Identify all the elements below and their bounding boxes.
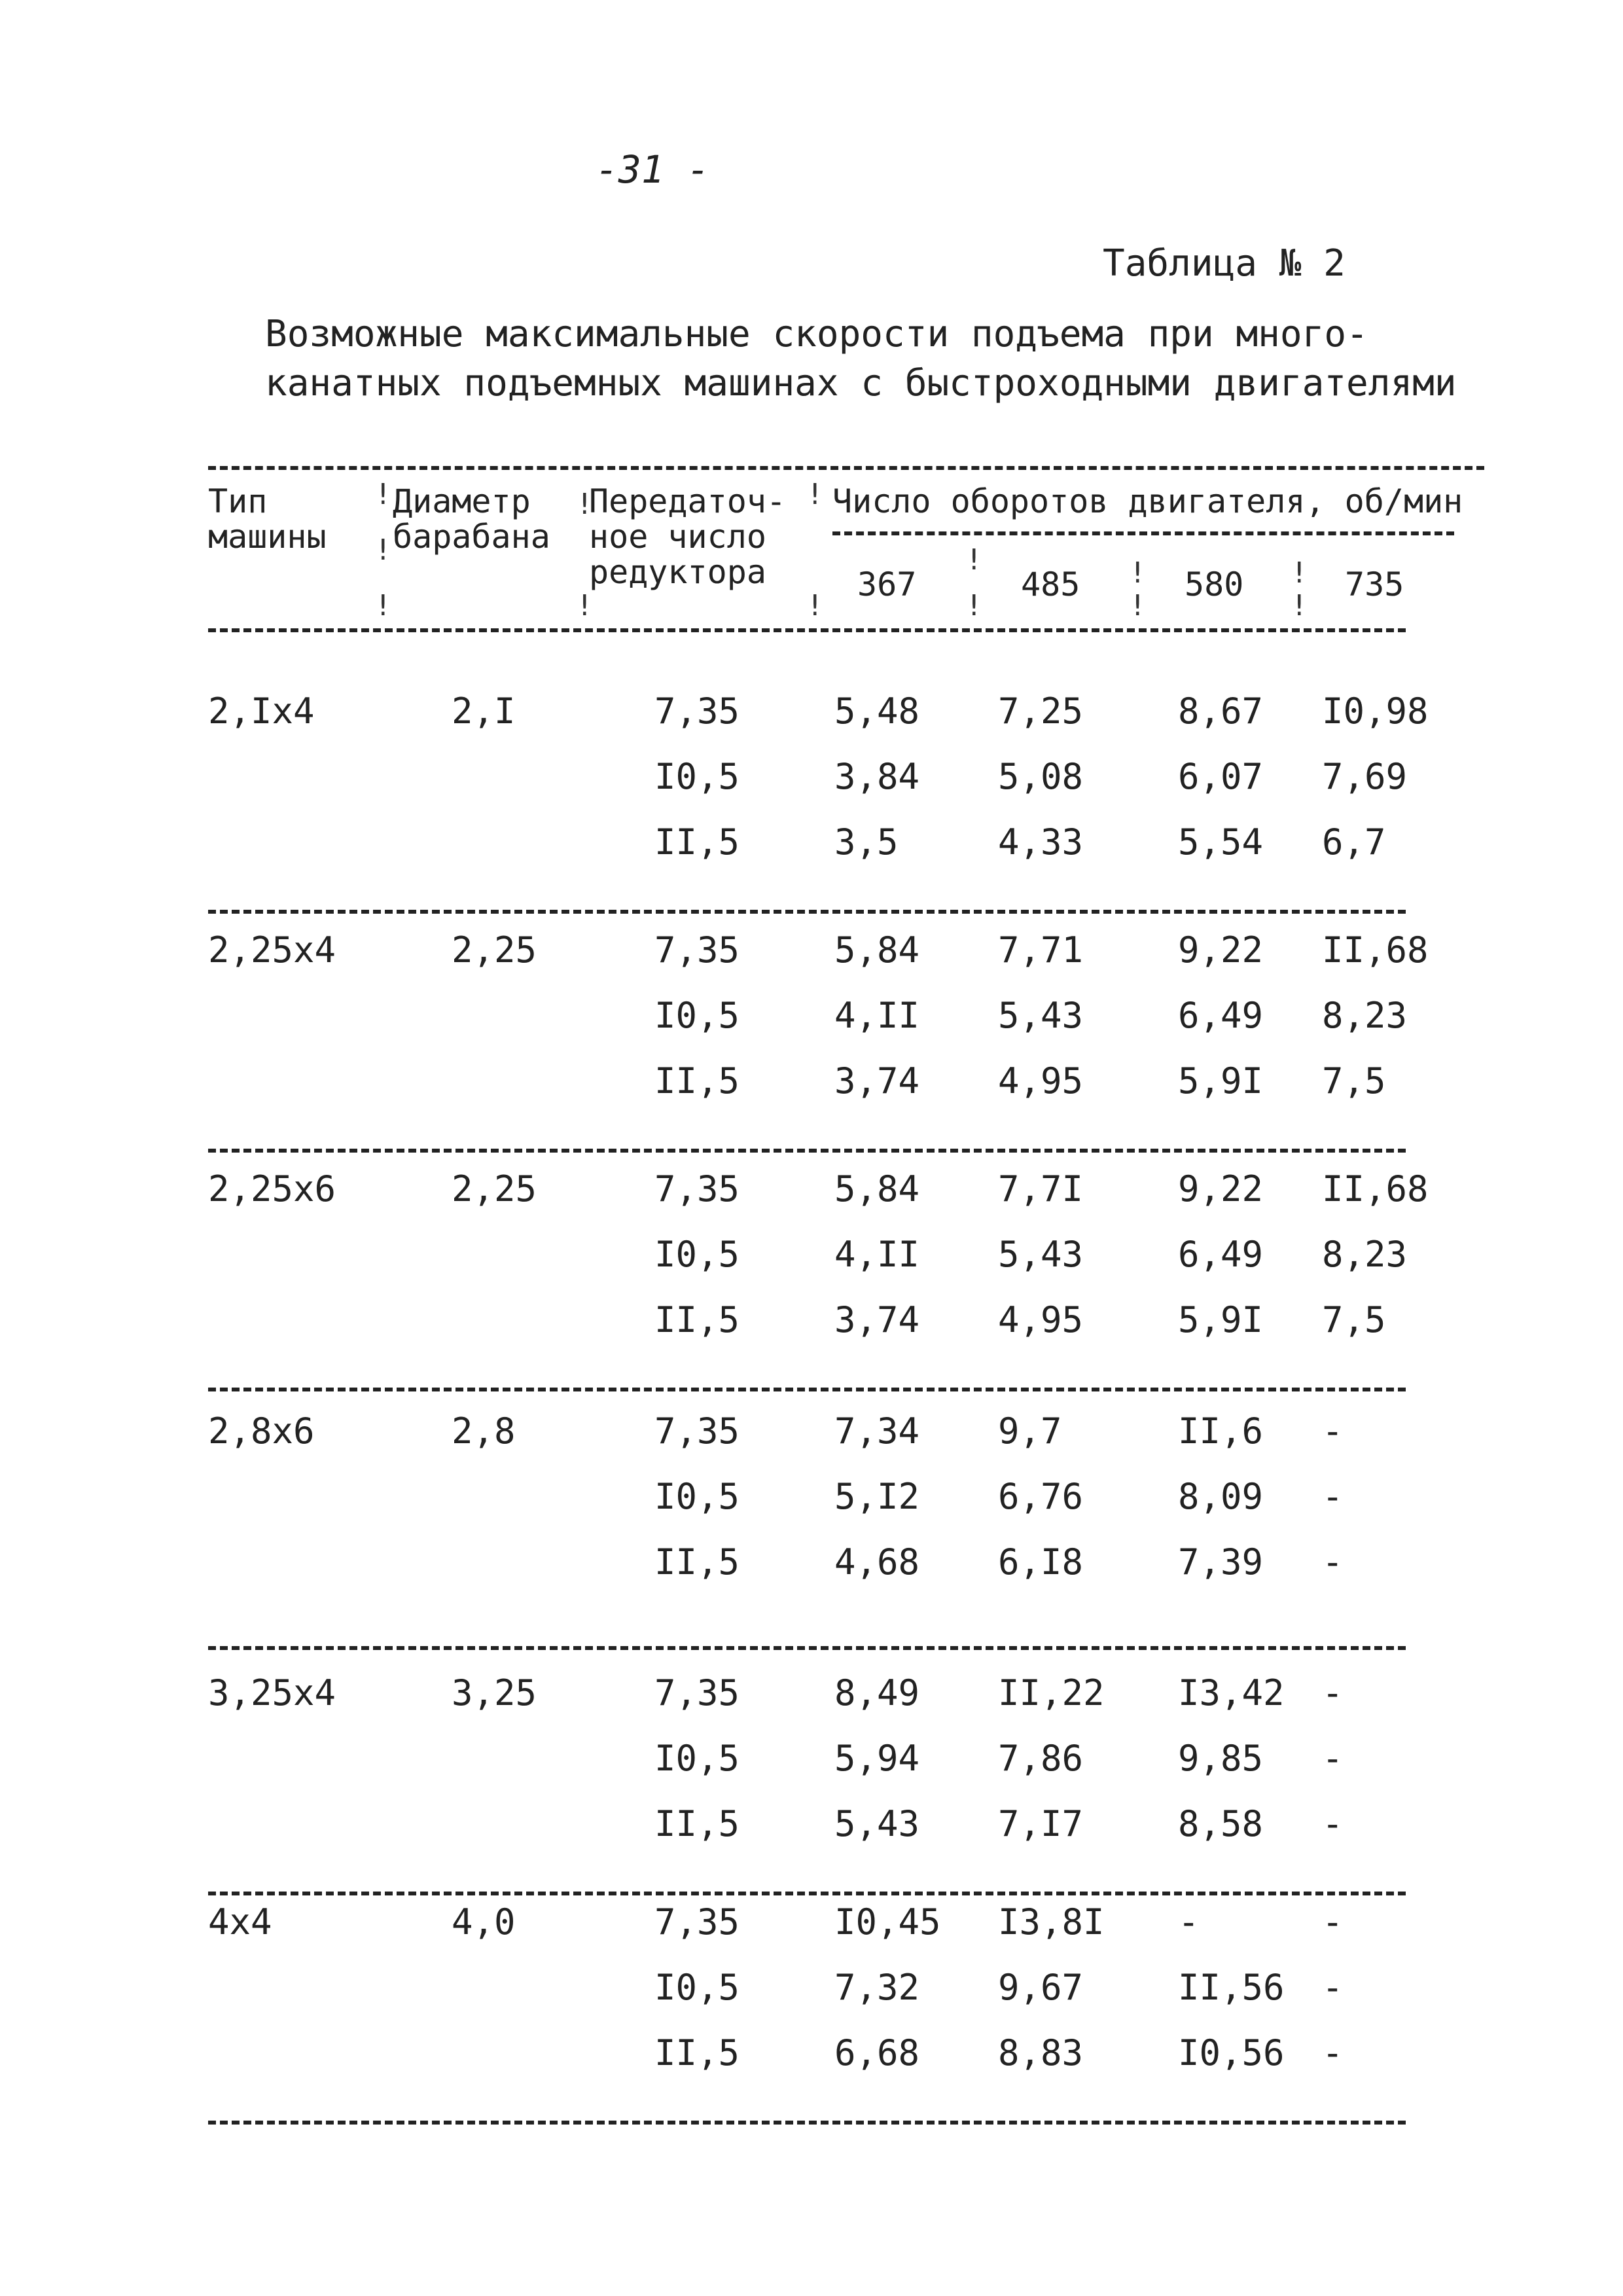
gear-ratio: I0,5 xyxy=(654,1234,740,1275)
speed-735: - xyxy=(1322,1738,1344,1779)
speed-580: 5,9I xyxy=(1178,1060,1264,1102)
speed-580: II,6 xyxy=(1178,1410,1264,1452)
header-ratio-line2: ное число xyxy=(589,518,766,556)
gear-ratio: 7,35 xyxy=(654,929,740,971)
machine-type: 2,Iх4 xyxy=(208,691,315,732)
speed-735: I0,98 xyxy=(1322,691,1429,732)
machine-type: 2,25х4 xyxy=(208,929,336,971)
speed-735: - xyxy=(1322,1803,1344,1844)
speed-580: 9,22 xyxy=(1178,1168,1264,1210)
drum-diameter: 2,I xyxy=(452,691,516,732)
speed-580: 6,07 xyxy=(1178,756,1264,797)
speed-735: - xyxy=(1322,1541,1344,1583)
header-separator: ! xyxy=(374,478,392,511)
header-ratio-line3: редуктора xyxy=(589,553,766,591)
header-mid-rule xyxy=(832,531,1454,535)
speed-485: 5,43 xyxy=(998,995,1084,1036)
header-separator: ! xyxy=(1129,589,1147,622)
speed-485: 6,76 xyxy=(998,1476,1084,1517)
speed-485: 4,33 xyxy=(998,821,1084,863)
gear-ratio: II,5 xyxy=(654,1803,740,1844)
header-bottom-rule xyxy=(208,628,1406,632)
header-speed-group: Число оборотов двигателя, об/мин xyxy=(832,482,1463,520)
header-separator: ! xyxy=(1129,556,1147,590)
speed-580: 6,49 xyxy=(1178,995,1264,1036)
speed-580: 7,39 xyxy=(1178,1541,1264,1583)
group-separator-rule xyxy=(208,1388,1406,1391)
speed-367: 3,5 xyxy=(834,821,899,863)
speed-580: I0,56 xyxy=(1178,2032,1285,2073)
speed-367: 4,68 xyxy=(834,1541,920,1583)
speed-735: - xyxy=(1322,1901,1344,1943)
speed-367: 7,34 xyxy=(834,1410,920,1452)
header-separator: ! xyxy=(374,589,392,622)
speed-367: 3,74 xyxy=(834,1060,920,1102)
gear-ratio: I0,5 xyxy=(654,995,740,1036)
speed-580: 8,67 xyxy=(1178,691,1264,732)
speed-735: 8,23 xyxy=(1322,995,1408,1036)
machine-type: 2,25х6 xyxy=(208,1168,336,1210)
speed-485: 9,67 xyxy=(998,1967,1084,2008)
group-separator-rule xyxy=(208,1646,1406,1650)
speed-735: - xyxy=(1322,1672,1344,1713)
speed-367: 5,94 xyxy=(834,1738,920,1779)
gear-ratio: II,5 xyxy=(654,2032,740,2073)
speed-367: 3,84 xyxy=(834,756,920,797)
header-speed-367: 367 xyxy=(857,565,917,603)
speed-580: 5,9I xyxy=(1178,1299,1264,1340)
header-separator: ! xyxy=(576,589,594,622)
speed-367: 7,32 xyxy=(834,1967,920,2008)
speed-735: 7,5 xyxy=(1322,1060,1386,1102)
speed-580: II,56 xyxy=(1178,1967,1285,2008)
header-type-line2: машины xyxy=(208,518,327,556)
speed-580: 9,22 xyxy=(1178,929,1264,971)
group-separator-rule xyxy=(208,1149,1406,1153)
gear-ratio: I0,5 xyxy=(654,756,740,797)
gear-ratio: I0,5 xyxy=(654,1967,740,2008)
speed-580: 5,54 xyxy=(1178,821,1264,863)
speed-735: - xyxy=(1322,2032,1344,2073)
machine-type: 2,8х6 xyxy=(208,1410,315,1452)
speed-367: 6,68 xyxy=(834,2032,920,2073)
speed-367: 4,II xyxy=(834,1234,920,1275)
header-separator: ! xyxy=(576,488,594,521)
speed-580: - xyxy=(1178,1901,1200,1943)
header-separator: ! xyxy=(965,543,983,577)
gear-ratio: I0,5 xyxy=(654,1738,740,1779)
speed-735: II,68 xyxy=(1322,929,1429,971)
gear-ratio: II,5 xyxy=(654,821,740,863)
speed-485: I3,8I xyxy=(998,1901,1105,1943)
gear-ratio: II,5 xyxy=(654,1060,740,1102)
drum-diameter: 4,0 xyxy=(452,1901,516,1943)
gear-ratio: II,5 xyxy=(654,1299,740,1340)
speed-580: 8,58 xyxy=(1178,1803,1264,1844)
header-speed-485: 485 xyxy=(1021,565,1080,603)
speed-735: - xyxy=(1322,1410,1344,1452)
header-speed-580: 580 xyxy=(1185,565,1244,603)
speed-367: 5,48 xyxy=(834,691,920,732)
speed-367: 8,49 xyxy=(834,1672,920,1713)
header-separator: ! xyxy=(1291,589,1308,622)
header-diameter-line1: Диаметр xyxy=(393,482,531,520)
header-top-rule xyxy=(208,466,1484,470)
gear-ratio: 7,35 xyxy=(654,691,740,732)
gear-ratio: 7,35 xyxy=(654,1168,740,1210)
group-separator-rule xyxy=(208,1892,1406,1895)
speed-485: 4,95 xyxy=(998,1060,1084,1102)
speed-580: 6,49 xyxy=(1178,1234,1264,1275)
header-separator: ! xyxy=(806,589,824,622)
speed-367: I0,45 xyxy=(834,1901,941,1943)
header-ratio-line1: Передаточ- xyxy=(589,482,787,520)
speed-735: 8,23 xyxy=(1322,1234,1408,1275)
speed-485: 9,7 xyxy=(998,1410,1062,1452)
table-label: Таблица № 2 xyxy=(1103,242,1346,285)
speed-367: 5,43 xyxy=(834,1803,920,1844)
gear-ratio: II,5 xyxy=(654,1541,740,1583)
speed-485: II,22 xyxy=(998,1672,1105,1713)
speed-485: 6,I8 xyxy=(998,1541,1084,1583)
gear-ratio: 7,35 xyxy=(654,1901,740,1943)
speed-367: 5,84 xyxy=(834,929,920,971)
speed-485: 7,I7 xyxy=(998,1803,1084,1844)
header-speed-735: 735 xyxy=(1345,565,1404,603)
caption-line-2: канатных подъемных машинах с быстроходными двигателями xyxy=(265,362,1457,404)
drum-diameter: 2,25 xyxy=(452,929,537,971)
speed-485: 4,95 xyxy=(998,1299,1084,1340)
drum-diameter: 3,25 xyxy=(452,1672,537,1713)
speed-580: I3,42 xyxy=(1178,1672,1285,1713)
speed-735: 6,7 xyxy=(1322,821,1386,863)
gear-ratio: 7,35 xyxy=(654,1672,740,1713)
speed-485: 7,71 xyxy=(998,929,1084,971)
header-separator: ! xyxy=(1291,556,1308,590)
caption-line-1: Возможные максимальные скорости подъема при много- xyxy=(265,313,1368,355)
speed-580: 8,09 xyxy=(1178,1476,1264,1517)
header-separator: ! xyxy=(965,589,983,622)
speed-485: 7,86 xyxy=(998,1738,1084,1779)
speed-367: 5,84 xyxy=(834,1168,920,1210)
speed-367: 3,74 xyxy=(834,1299,920,1340)
group-separator-rule xyxy=(208,910,1406,914)
speed-485: 7,7I xyxy=(998,1168,1084,1210)
gear-ratio: I0,5 xyxy=(654,1476,740,1517)
speed-735: - xyxy=(1322,1967,1344,2008)
speed-485: 5,43 xyxy=(998,1234,1084,1275)
speed-735: - xyxy=(1322,1476,1344,1517)
speed-735: 7,69 xyxy=(1322,756,1408,797)
group-separator-rule xyxy=(208,2121,1406,2125)
speed-485: 7,25 xyxy=(998,691,1084,732)
speed-485: 8,83 xyxy=(998,2032,1084,2073)
speed-367: 5,I2 xyxy=(834,1476,920,1517)
speed-485: 5,08 xyxy=(998,756,1084,797)
speed-580: 9,85 xyxy=(1178,1738,1264,1779)
header-type-line1: Тип xyxy=(208,482,268,520)
machine-type: 3,25х4 xyxy=(208,1672,336,1713)
drum-diameter: 2,8 xyxy=(452,1410,516,1452)
speed-367: 4,II xyxy=(834,995,920,1036)
header-separator: ! xyxy=(374,533,392,567)
gear-ratio: 7,35 xyxy=(654,1410,740,1452)
machine-type: 4х4 xyxy=(208,1901,272,1943)
header-diameter-line2: барабана xyxy=(393,518,550,556)
header-separator: ! xyxy=(806,478,824,511)
speed-735: 7,5 xyxy=(1322,1299,1386,1340)
drum-diameter: 2,25 xyxy=(452,1168,537,1210)
page-number: -31 - xyxy=(596,147,710,192)
speed-735: II,68 xyxy=(1322,1168,1429,1210)
